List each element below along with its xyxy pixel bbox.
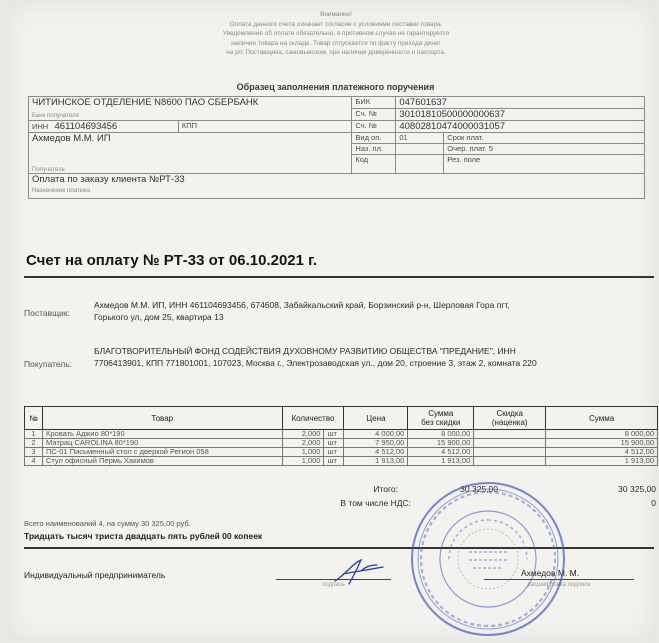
row-product: ПС-01 Письменный стол с дверкой Регион 058 [42, 448, 282, 457]
row-sum: 8 000,00 [546, 430, 658, 439]
srok-label: Срок плат. [444, 133, 645, 144]
row-qty: 1,000 [282, 457, 324, 466]
total-label: Итого: [373, 484, 398, 494]
payment-purpose: Оплата по заказу клиента №РТ-33 [32, 174, 185, 185]
row-unit: шт [324, 448, 344, 457]
table-row [25, 457, 658, 466]
row-sum: 4 512,00 [546, 448, 658, 457]
naz-pl-label: Наз. пл. [352, 144, 396, 155]
purpose-caption: Назначение платежа [32, 188, 91, 194]
purpose-cell [29, 174, 645, 199]
col-num: № [25, 407, 43, 430]
col-sum: Сумма [546, 407, 658, 430]
row-unit: шт [324, 430, 344, 439]
row-price: 1 913,00 [344, 457, 408, 466]
row-qty: 1,000 [282, 448, 324, 457]
title-rule [24, 276, 654, 278]
row-sum-no-discount: 15 900,00 [408, 439, 474, 448]
row-num: 3 [25, 448, 43, 457]
bik-label: БИК [352, 97, 396, 109]
row-price: 4 000,00 [344, 430, 408, 439]
payment-sample-title: Образец заполнения платежного поручения [236, 82, 435, 92]
row-unit: шт [324, 457, 344, 466]
signer-name: Ахмедов М. М. [521, 568, 580, 578]
notice-line: наличие товара на складе. Товар отпускается по факту прихода денег [231, 39, 441, 47]
notice-line: Уведомление об оплате обязательно, в противном случае не гарантируется [222, 30, 450, 37]
row-sum: 1 913,00 [546, 457, 658, 466]
total-no-discount: 30 325,00 [460, 484, 498, 494]
col-product: Товар [42, 407, 282, 430]
payment-sample-table [28, 96, 645, 199]
supplier-label: Поставщик: [24, 308, 70, 318]
vid-op-label: Вид оп. [352, 133, 396, 144]
col-price: Цена [344, 407, 408, 430]
kpp-label: КПП [178, 121, 352, 133]
naz-pl-value [396, 144, 444, 155]
col-qty: Количество [282, 407, 344, 430]
row-price: 4 512,00 [344, 448, 408, 457]
supplier-details [94, 299, 654, 323]
row-discount [474, 439, 546, 448]
row-num: 1 [25, 430, 43, 439]
items-table [24, 406, 658, 466]
col-sum-no-discount-line1: Сумма [428, 409, 454, 418]
recipient-cell [29, 133, 352, 174]
ocher-value: 5 [488, 144, 493, 153]
total-value: 30 325,00 [618, 484, 656, 494]
notice-heading: Внимание! [320, 11, 352, 18]
row-sum-no-discount: 1 913,00 [408, 457, 474, 466]
bank-caption: Банк получателя [32, 113, 79, 119]
signature-caption: подпись [322, 582, 345, 588]
row-qty: 2,000 [282, 439, 324, 448]
col-discount [474, 407, 546, 430]
corr-account: 30101810500000000637 [396, 109, 645, 121]
kod-value [396, 155, 444, 174]
ocher-label: Очер. плат. [447, 144, 487, 153]
handwritten-signature [331, 557, 391, 587]
col-sum-no-discount-line2: без скидки [421, 418, 461, 427]
items-header-row [25, 407, 658, 430]
vat-value: 0 [651, 498, 656, 508]
col-discount-line2: (наценка) [491, 418, 528, 427]
row-num: 2 [25, 439, 43, 448]
supplier-line: Горького ул, дом 25, квартира 13 [94, 312, 224, 322]
col-sum-no-discount [408, 407, 474, 430]
col-discount-line1: Скидка [496, 409, 523, 418]
row-product: Матрац CAROLINA 80*190 [42, 439, 282, 448]
buyer-line: 7706413901, КПП 771801001, 107023, Москва г., Электрозаводская ул., дом 20, строение 3, этаж 2, комната 220 [94, 358, 537, 368]
round-seal-stamp [409, 480, 567, 638]
row-num: 4 [25, 457, 43, 466]
account-value: 40802810474000031057 [396, 121, 645, 133]
inn-value: 461104693456 [54, 121, 118, 132]
signer-role: Индивидуальный предприниматель [24, 570, 166, 580]
row-discount [474, 430, 546, 439]
inn-label: ИНН [32, 122, 49, 131]
row-unit: шт [324, 439, 344, 448]
row-product: Стул офисный Пермь Хакимов [42, 457, 282, 466]
corr-label: Сч. № [352, 109, 396, 121]
buyer-label: Покупатель: [24, 359, 73, 369]
invoice-title: Счет на оплату № РТ-33 от 06.10.2021 г. [26, 252, 318, 269]
notice-line: Оплата данного счета означает согласие с условиями поставки товара. [229, 20, 443, 28]
row-product: Кровать Аджио 80*190 [42, 430, 282, 439]
inn-cell [29, 121, 179, 133]
ocher-cell [444, 144, 645, 155]
recipient-name: Ахмедов М.М. ИП [32, 133, 111, 144]
row-sum-no-discount: 4 512,00 [408, 448, 474, 457]
name-caption: расшифровка подписи [527, 582, 591, 588]
bank-cell [29, 97, 352, 121]
acc-label: Сч. № [352, 121, 396, 133]
row-sum: 15 900,00 [546, 439, 658, 448]
items-count-line: Всего наименований 4, на сумму 30 325,00 руб. [24, 519, 191, 528]
row-discount [474, 457, 546, 466]
vid-op-value: 01 [396, 133, 444, 144]
kod-label: Код [352, 155, 396, 174]
row-qty: 2,000 [282, 430, 324, 439]
bik-value: 047601637 [396, 97, 645, 109]
recipient-caption: Получатель [32, 167, 65, 173]
sum-in-words: Тридцать тысяч триста двадцать пять рублей 00 копеек [24, 531, 263, 541]
invoice-page [6, 2, 656, 642]
bank-name: ЧИТИНСКОЕ ОТДЕЛЕНИЕ N8600 ПАО СБЕРБАНК [32, 97, 259, 108]
row-discount [474, 448, 546, 457]
buyer-details [94, 345, 654, 369]
row-sum-no-discount: 8 000,00 [408, 430, 474, 439]
notice-block [156, 10, 516, 58]
row-price: 7 950,00 [344, 439, 408, 448]
vat-label: В том числе НДС: [340, 498, 411, 508]
notice-line: на р/с Поставщика, самовывозом, при наличии доверенности и паспорта. [226, 49, 446, 56]
rez-label: Рез. поле [444, 155, 645, 174]
buyer-line: БЛАГОТВОРИТЕЛЬНЫЙ ФОНД СОДЕЙСТВИЯ ДУХОВНОМУ РАЗВИТИЮ ОБЩЕСТВА "ПРЕДАНИЕ", ИНН [94, 346, 516, 356]
supplier-line: Ахмедов М.М. ИП, ИНН 461104693456, 674608, Забайкальский край, Борзинский р-н, Шерловая Гора пгт, [94, 300, 510, 310]
